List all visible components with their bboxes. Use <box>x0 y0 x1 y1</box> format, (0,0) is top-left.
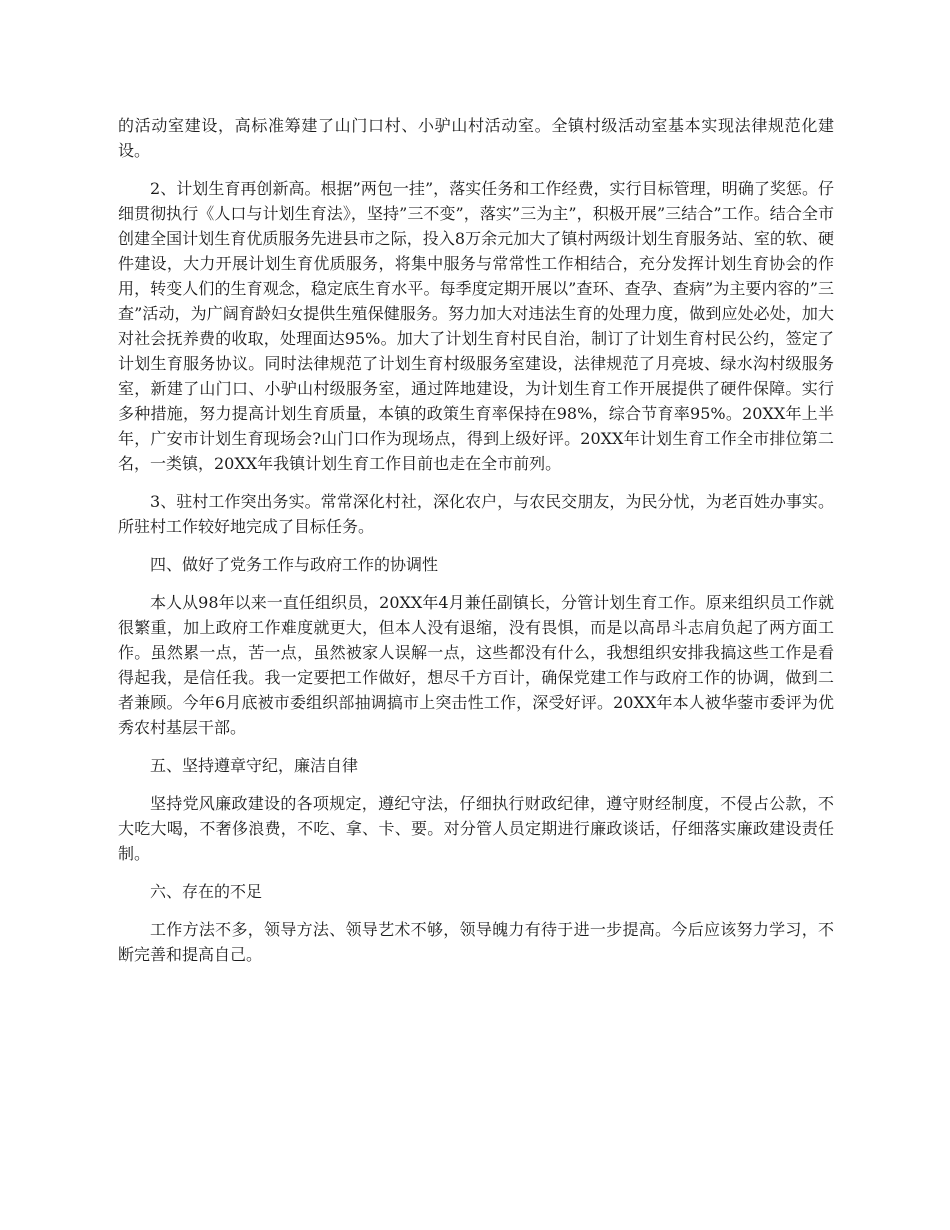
paragraph-activity-room-continuation: 的活动室建设，高标准筹建了山门口村、小驴山村活动室。全镇村级活动室基本实现法律规范化建设。 <box>118 116 834 160</box>
section-heading-shortcomings: 六、存在的不足 <box>150 882 263 901</box>
paragraph-shortcomings: 工作方法不多，领导方法、领导艺术不够，领导魄力有待于进一步提高。今后应该努力学习，不断完善和提高自己。 <box>118 920 834 964</box>
document-body <box>118 113 834 980</box>
paragraph-discipline: 坚持党风廉政建设的各项规定，遵纪守法，仔细执行财政纪律，遵守财经制度，不侵占公款，不大吃大喝，不奢侈浪费，不吃、拿、卡、要。对分管人员定期进行廉政谈话，仔细落实廉政建设责任制。 <box>118 794 834 863</box>
section-heading-coordination: 四、做好了党务工作与政府工作的协调性 <box>150 555 439 574</box>
paragraph-village-work: 3、驻村工作突出务实。常常深化村社，深化农户，与农民交朋友，为民分忧，为老百姓办事实。所驻村工作较好地完成了目标任务。 <box>118 492 834 536</box>
paragraph-coordination: 本人从98年以来一直任组织员，20XX年4月兼任副镇长，分管计划生育工作。原来组织员工作就很繁重，加上政府工作难度就更大，但本人没有退缩，没有畏惧，而是以高昂斗志肩负起了两方面工作。虽然累一点，苦一点，虽然被家人误解一点，这些都没有什么，我想组织安排我搞这些工作是看得起我，是信任我。我一定要把工作做好，想尽千方百计，确保党建工作与政府工作的协调，做到二者兼顾。今年6月底被市委组织部抽调搞市上突击性工作，深受好评。20XX年本人被华蓥市委评为优秀农村基层干部。 <box>118 593 834 737</box>
paragraph-family-planning: 2、计划生育再创新高。根据”两包一挂”，落实任务和工作经费，实行目标管理，明确了奖惩。仔细贯彻执行《人口与计划生育法》，坚持”三不变”，落实”三为主”，积极开展”三结合”工作。结合全市创建全国计划生育优质服务先进县市之际，投入8万余元加大了镇村两级计划生育服务站、室的软、硬件建设，大力开展计划生育优质服务，将集中服务与常常性工作相结合，充分发挥计划生育协会的作用，转变人们的生育观念，稳定底生育水平。每季度定期开展以”查环、查孕、查病”为主要内容的”三查”活动，为广阔育龄妇女提供生殖保健服务。努力加大对违法生育的处理力度，做到应处必处，加大对社会抚养费的收取，处理面达95%。加大了计划生育村民自治，制订了计划生育村民公约，签定了计划生育服务协议。同时法律规范了计划生育村级服务室建设，法律规范了月亮坡、绿水沟村级服务室，新建了山门口、小驴山村级服务室，通过阵地建设，为计划生育工作开展提供了硬件保障。实行多种措施，努力提高计划生育质量，本镇的政策生育率保持在98%，综合节育率95%。20XX年上半年，广安市计划生育现场会?山门口作为现场点，得到上级好评。20XX年计划生育工作全市排位第二名，一类镇，20XX年我镇计划生育工作目前也走在全市前列。 <box>118 179 834 473</box>
section-heading-discipline: 五、坚持遵章守纪，廉洁自律 <box>150 756 359 775</box>
